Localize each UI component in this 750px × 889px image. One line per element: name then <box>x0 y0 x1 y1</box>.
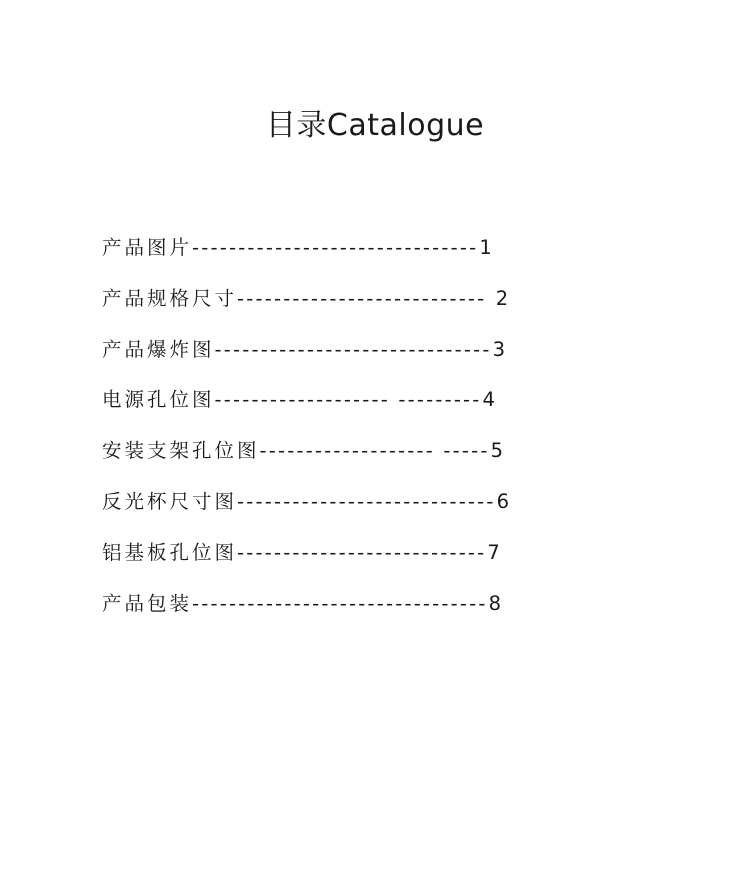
toc-entry-power-hole-layout[interactable] <box>102 380 642 431</box>
toc-entry-exploded-view[interactable] <box>102 330 642 381</box>
toc-entry-label: 反光杯尺寸图 <box>102 489 238 513</box>
toc-dot-leader: ------------------- ----- <box>259 439 490 463</box>
toc-entry-label: 电源孔位图 <box>102 388 215 412</box>
toc-dot-leader: --------------------------- <box>237 286 495 310</box>
toc-dot-leader: ------------------------------- <box>192 236 479 259</box>
toc-page-number: 5 <box>490 439 504 463</box>
page-title: 目录Catalogue <box>265 108 485 143</box>
table-of-contents <box>102 228 642 634</box>
toc-page-number: 8 <box>488 591 502 615</box>
toc-entry-reflector-dimensions[interactable] <box>102 482 642 533</box>
toc-entry-label: 铝基板孔位图 <box>102 540 238 564</box>
toc-entry-aluminum-board-hole-layout[interactable] <box>102 533 642 584</box>
toc-entry-product-images[interactable] <box>102 228 642 279</box>
toc-entry-label: 产品规格尺寸 <box>102 286 238 310</box>
toc-dot-leader: ------------------------------ <box>214 337 492 361</box>
toc-dot-leader: ------------------- --------- <box>214 388 482 412</box>
toc-entry-bracket-hole-layout[interactable] <box>102 431 642 482</box>
toc-entry-label: 产品包装 <box>102 591 193 615</box>
toc-dot-leader: ---------------------------- <box>237 489 496 513</box>
toc-page-number: 3 <box>492 337 506 361</box>
toc-page-number: 2 <box>495 286 509 310</box>
toc-entry-label: 产品图片 <box>102 236 193 259</box>
toc-entry-label: 产品爆炸图 <box>102 337 215 361</box>
toc-dot-leader: -------------------------------- <box>192 591 488 615</box>
toc-entry-product-packaging[interactable] <box>102 584 642 635</box>
toc-entry-product-dimensions[interactable] <box>102 279 642 330</box>
toc-page-number: 4 <box>482 388 495 412</box>
toc-page-number: 6 <box>496 489 510 513</box>
toc-page-number: 1 <box>479 236 492 259</box>
toc-dot-leader: --------------------------- <box>237 540 487 564</box>
toc-page-number: 7 <box>487 540 500 564</box>
toc-entry-label: 安装支架孔位图 <box>102 439 260 463</box>
